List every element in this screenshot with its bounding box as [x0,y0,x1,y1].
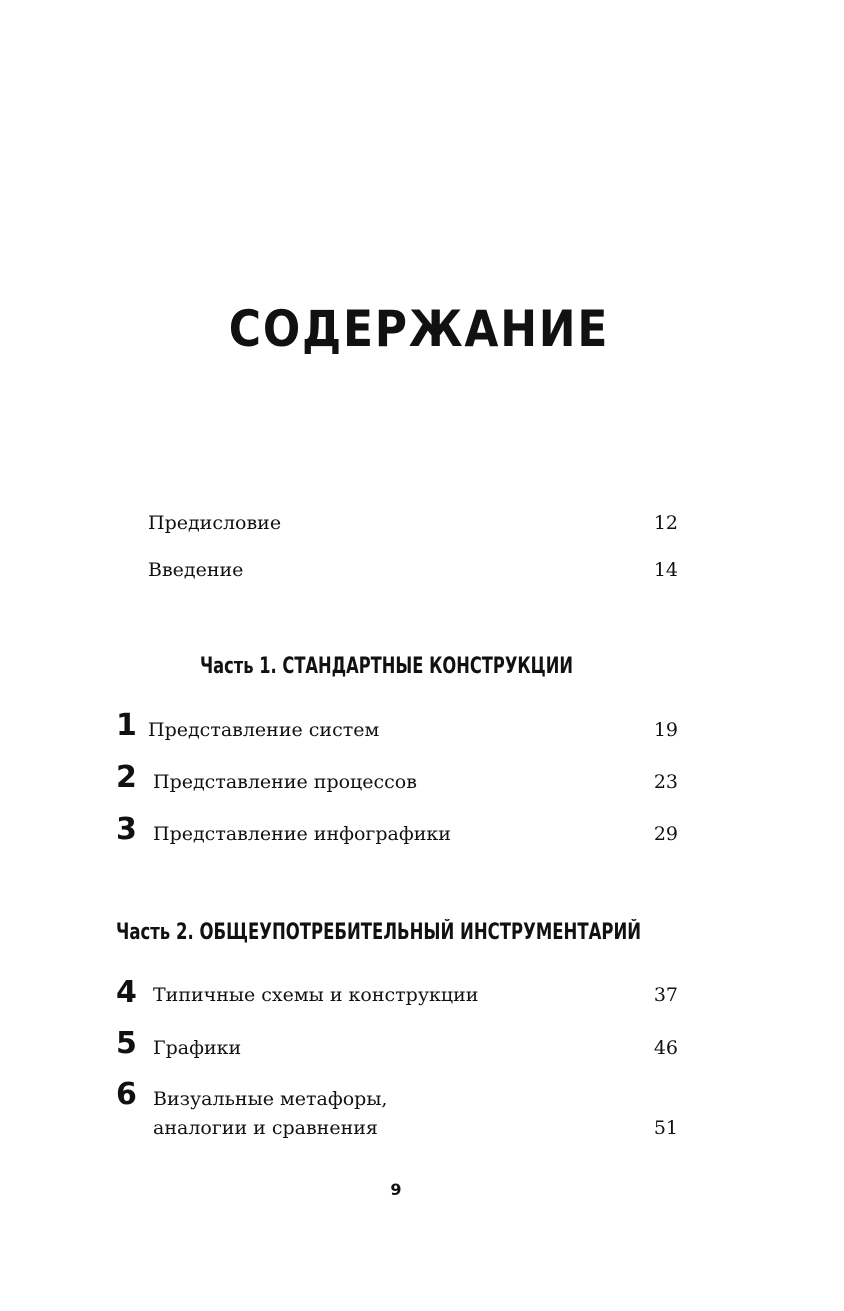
toc-entry-label-line2: аналогии и сравнения [153,1117,378,1139]
chapter-number: 5 [116,1026,137,1061]
chapter-number: 3 [116,812,137,847]
toc-entry-label: Представление процессов [153,771,417,793]
chapter-number: 6 [116,1077,137,1112]
folio-page-number: 9 [390,1180,402,1199]
toc-entry-page: 37 [653,984,678,1006]
toc-entry-label: Введение [148,559,244,581]
toc-entry-label: Графики [153,1037,242,1059]
toc-entry-page: 19 [653,719,678,741]
chapter-number: 2 [116,760,137,795]
toc-entry-label: Представление систем [148,719,380,741]
toc-entry-page: 51 [653,1117,678,1139]
chapter-number: 4 [116,975,137,1010]
toc-entry-page: 23 [653,771,678,793]
toc-entry-label: Типичные схемы и конструкции [153,984,479,1006]
toc-title: СОДЕРЖАНИЕ [228,300,610,358]
part-2-heading: Часть 2. ОБЩЕУПОТРЕБИТЕЛЬНЫЙ ИНСТРУМЕНТАРИЙ [116,920,642,945]
toc-entry-page: 46 [653,1037,678,1059]
toc-entry-page: 14 [653,559,678,581]
chapter-number: 1 [116,708,137,743]
toc-entry-label: Предисловие [148,512,282,534]
toc-entry-page: 29 [653,823,678,845]
toc-entry-page: 12 [653,512,678,534]
toc-entry-label: Представление инфографики [153,823,451,845]
toc-entry-label-line1: Визуальные метафоры, [153,1088,388,1110]
part-1-heading: Часть 1. СТАНДАРТНЫЕ КОНСТРУКЦИИ [200,654,574,679]
